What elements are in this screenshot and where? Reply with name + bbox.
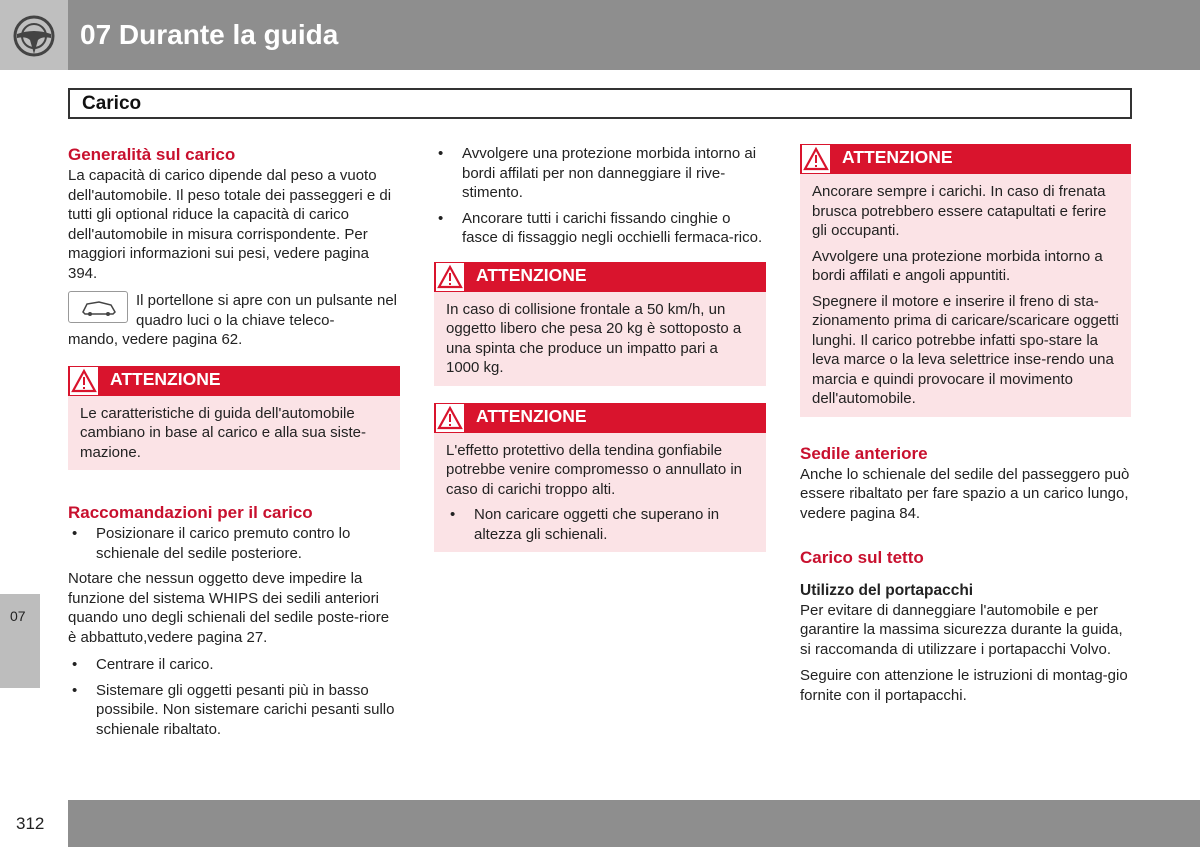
page-number: 312: [16, 814, 45, 833]
tailgate-text-cont: mando, vedere pagina 62.: [68, 331, 243, 348]
list-item: • Posizionare il carico premuto contro lo schienale del sedile posteriore.: [68, 524, 400, 563]
heading-carico-tetto: Carico sul tetto: [800, 548, 924, 567]
chapter-title: 07 Durante la guida: [80, 19, 339, 50]
list-item: • Sistemare gli oggetti pesanti più in basso possibile. Non sistemare carichi pesanti sullo schienale ribaltato.: [68, 681, 400, 740]
paragraph-portapacchi: Per evitare di danneggiare l'automobile e per garantire la massima sicurezza durante la guida, si raccomanda di utilizzare i portapacchi Volvo.: [800, 601, 1123, 658]
warning-triangle-icon: [802, 145, 830, 173]
tailgate-note: [68, 291, 400, 330]
list-item: • Ancorare tutti i carichi fissando cinghie o fasce di fissaggio negli occhielli fermaca-rico.: [434, 209, 766, 248]
paragraph-capacita: La capacità di carico dipende dal peso a vuoto dell'automobile. Il peso totale dei passeggeri e di tutti gli optional riduce la capacità di carico dell'automobile in misura corrispondente. Per maggiori informazioni sui pesi, vedere pagina 394.: [68, 167, 392, 282]
warning-header: [434, 403, 766, 433]
subheading-portapacchi: Utilizzo del portapacchi: [800, 582, 974, 599]
steering-wheel-icon: [12, 14, 56, 58]
warning-triangle-icon: [436, 263, 464, 291]
car-tailgate-icon: [68, 291, 128, 323]
list-item: • Non caricare oggetti che superano in altezza gli schienali.: [446, 505, 754, 544]
section-title: Carico: [82, 93, 142, 114]
tailgate-text: Il portellone si apre con un pulsante nel quadro luci o la chiave teleco-: [136, 292, 398, 329]
warning-triangle-icon: [436, 404, 464, 432]
warning-triangle-icon: [70, 367, 98, 395]
warning-body: Le caratteristiche di guida dell'automobile cambiano in base al carico e alla sua siste-mazione.: [80, 404, 366, 461]
warning-header: [800, 144, 1131, 174]
warning-header: [434, 262, 766, 292]
warning-box-3: [434, 403, 766, 553]
warning-label: ATTENZIONE: [110, 368, 221, 389]
warning-text: Ancorare sempre i carichi. In caso di frenata brusca potrebbero essere catapultati e ferire gli occupanti.: [812, 183, 1107, 239]
column-2: [434, 144, 766, 552]
heading-raccomandazioni: Raccomandazioni per il carico: [68, 503, 313, 522]
heading-sedile-anteriore: Sedile anteriore: [800, 443, 928, 463]
page-footer: [0, 800, 1200, 847]
warning-box-4: [800, 144, 1131, 417]
warning-label: ATTENZIONE: [476, 264, 587, 285]
warning-label: ATTENZIONE: [476, 405, 587, 426]
warning-body: In caso di collisione frontale a 50 km/h, un oggetto libero che pesa 20 kg è sottoposto a una spinta che produce un impatto pari a 1000 kg.: [446, 300, 742, 376]
section-title-box: [68, 88, 1132, 119]
paragraph-sedile: Anche lo schienale del sedile del passeggero può essere ribaltato per fare spazio a un carico lungo, vedere pagina 84.: [800, 465, 1130, 522]
chapter-tab-label: 07: [10, 608, 26, 624]
footer-bar: [68, 800, 1200, 847]
list-item: • Avvolgere una protezione morbida intorno ai bordi affilati per non danneggiare il rive-stimento.: [434, 144, 766, 203]
page-header: [0, 0, 1200, 70]
warning-body: [800, 174, 1131, 417]
page-number-box: [0, 800, 68, 847]
warning-box-2: [434, 262, 766, 386]
column-1: [68, 144, 400, 739]
heading-generalita: Generalità sul carico: [68, 145, 236, 164]
warning-body: [434, 433, 766, 553]
warning-box-1: [68, 366, 400, 471]
paragraph-whips: Notare che nessun oggetto deve impedire la funzione del sistema WHIPS dei sedili anteriori quando uno degli schienali del sedile poste-riore è abbattuto,vedere pagina 27.: [68, 570, 390, 646]
column-3: [800, 144, 1131, 705]
list-item: • Centrare il carico.: [68, 655, 400, 675]
paragraph-istruzioni: Seguire con attenzione le istruzioni di montag-gio fornite con il portapacchi.: [800, 667, 1128, 704]
warning-text: L'effetto protettivo della tendina gonfiabile potrebbe venire compromesso o annullato in caso di carichi troppo alti.: [446, 441, 743, 498]
warning-text: Spegnere il motore e inserire il freno di sta-zionamento prima di caricare/scaricare oggetti lunghi. Il carico potrebbe infatti spo-stare la leva marce o la leva selettrice inse-rendo una marcia e quindi provocare il movimento dell'automobile.: [812, 292, 1119, 407]
warning-text: Avvolgere una protezione morbida intorno a bordi affilati e angoli appuntiti.: [812, 247, 1103, 284]
warning-label: ATTENZIONE: [842, 147, 953, 167]
chapter-side-tab: [0, 594, 40, 688]
warning-header: [68, 366, 400, 396]
